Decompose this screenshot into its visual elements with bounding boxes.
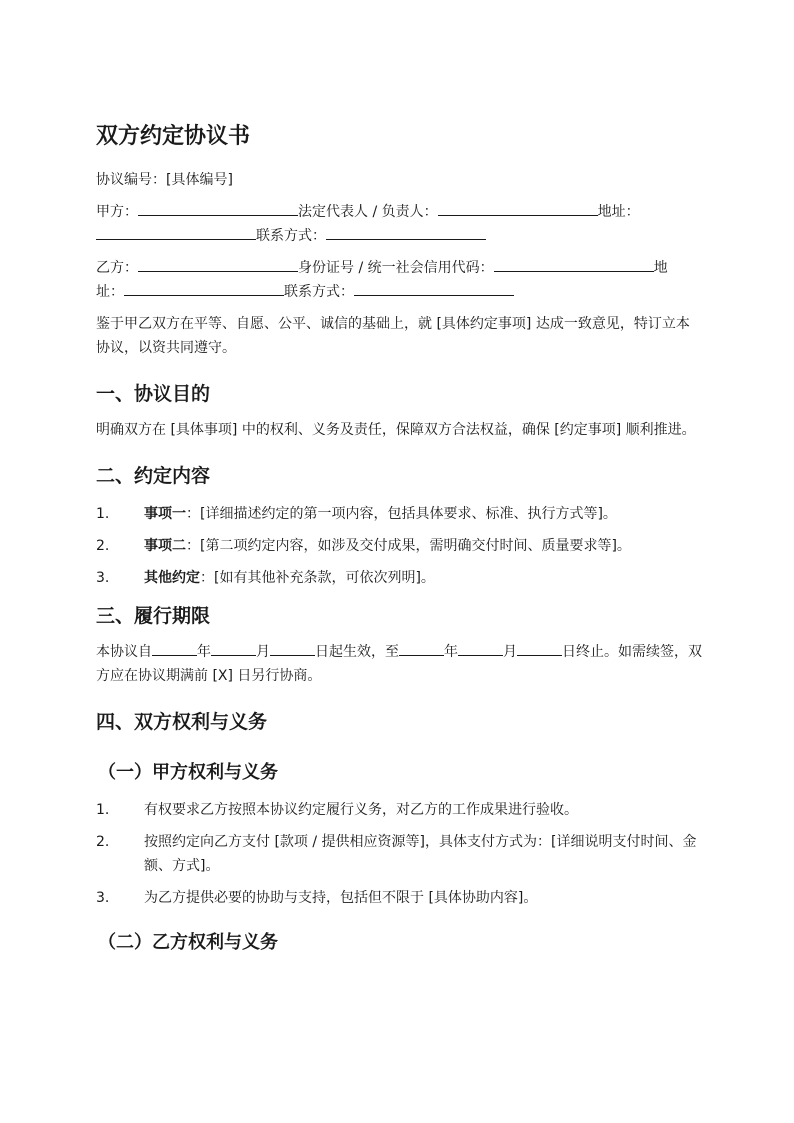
party-b-addr-label-2: 址： (96, 284, 124, 300)
document-title: 双方约定协议书 (96, 124, 251, 149)
item-text: ：[第二项约定内容，如涉及交付成果，需明确交付时间、质量要求等]。 (186, 538, 631, 554)
party-b-addr-blank (124, 281, 284, 296)
year-label: 年 (444, 644, 458, 660)
party-a-blank (138, 201, 298, 216)
party-a-rep-label: 法定代表人 / 负责人： (298, 204, 438, 220)
document-content (96, 118, 702, 958)
item-key: 事项二 (144, 538, 186, 554)
list-item (96, 566, 702, 590)
start-month-blank (211, 641, 256, 656)
term-prefix: 本协议自 (96, 644, 152, 660)
party-a-addr-blank (96, 225, 256, 240)
list-number: 3. (96, 570, 110, 586)
intro-paragraph: 鉴于甲乙双方在平等、自愿、公平、诚信的基础上，就 [具体约定事项] 达成一致意见，特订立本协议，以资共同遵守。 (96, 316, 690, 356)
list-number: 1. (96, 802, 110, 818)
subsection-a-heading: （一）甲方权利与义务 (98, 762, 278, 783)
item-key: 其他约定 (144, 570, 200, 586)
list-item (96, 502, 702, 526)
start-day-blank (270, 641, 315, 656)
party-b-id-blank (494, 257, 654, 272)
end-day-blank (517, 641, 562, 656)
start-year-blank (152, 641, 197, 656)
section-3-heading: 三、履行期限 (96, 605, 211, 627)
month-label: 月 (503, 644, 517, 660)
item-text: 按照约定向乙方支付 [款项 / 提供相应资源等]，具体支付方式为：[详细说明支付时间、金额、方式]。 (144, 834, 697, 874)
list-item (96, 534, 702, 558)
item-key: 事项一 (144, 506, 186, 522)
party-a-rep-blank (438, 201, 598, 216)
list-number: 2. (96, 834, 110, 850)
party-a-addr-label: 地址： (597, 204, 640, 220)
end-label: 日终止。如需续签，双方应在协议期满前 [X] 日另行协商。 (96, 644, 702, 684)
section-1-heading: 一、协议目的 (96, 383, 211, 405)
party-b-block (96, 256, 702, 304)
item-text: ：[详细描述约定的第一项内容，包括具体要求、标准、执行方式等]。 (186, 506, 617, 522)
party-b-contact-blank (354, 281, 514, 296)
party-b-addr-label-1: 地 (653, 260, 668, 276)
item-text: 有权要求乙方按照本协议约定履行义务，对乙方的工作成果进行验收。 (144, 802, 578, 818)
start-label: 日起生效，至 (315, 644, 399, 660)
section-4-heading: 四、双方权利与义务 (96, 711, 268, 733)
subsection-b-heading: （二）乙方权利与义务 (98, 932, 278, 953)
end-year-blank (399, 641, 444, 656)
item-text: 为乙方提供必要的协助与支持，包括但不限于 [具体协助内容]。 (144, 890, 538, 906)
party-b-id-label: 身份证号 / 统一社会信用代码： (298, 260, 494, 276)
agreement-number: 协议编号：[具体编号] (96, 172, 233, 188)
party-b-blank (138, 257, 298, 272)
party-b-label: 乙方： (96, 260, 138, 276)
section-1-text: 明确双方在 [具体事项] 中的权利、义务及责任，保障双方合法权益，确保 [约定事项] 顺利推进。 (96, 422, 696, 438)
item-text: ：[如有其他补充条款，可依次列明]。 (200, 570, 435, 586)
list-number: 1. (96, 506, 110, 522)
party-a-label: 甲方： (96, 204, 138, 220)
list-item (96, 798, 702, 822)
party-a-contact-blank (326, 225, 486, 240)
party-a-contact-label: 联系方式： (256, 228, 326, 244)
party-a-block (96, 200, 702, 248)
section-2-heading: 二、约定内容 (96, 465, 211, 487)
end-month-blank (458, 641, 503, 656)
list-item (96, 830, 702, 878)
list-number: 2. (96, 538, 110, 554)
subsection-a-list (96, 798, 702, 910)
year-label: 年 (197, 644, 211, 660)
list-item (96, 886, 702, 910)
section-2-list (96, 502, 702, 590)
party-b-contact-label: 联系方式： (284, 284, 354, 300)
section-3-text (96, 640, 702, 688)
month-label: 月 (256, 644, 270, 660)
list-number: 3. (96, 890, 110, 906)
